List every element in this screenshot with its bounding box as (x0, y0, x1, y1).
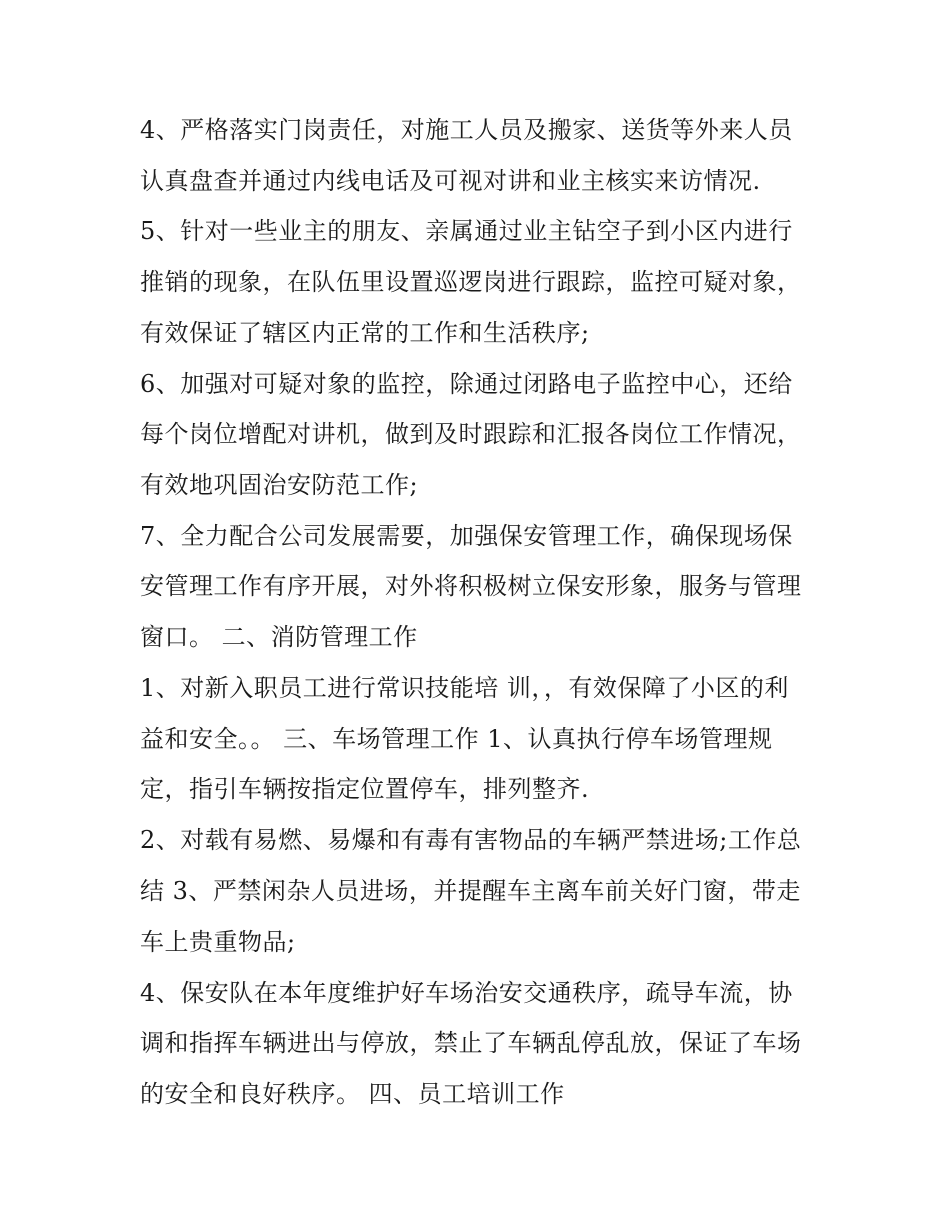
text-line: 调和指挥车辆进出与停放，禁止了车辆乱停乱放，保证了车场 (140, 1029, 802, 1057)
text-line: 车上贵重物品; (140, 928, 296, 956)
text-line: 4、保安队在本年度维护好车场治安交通秩序，疏导车流，协 (140, 979, 793, 1007)
text-line: 2、对载有易燃、易爆和有毒有害物品的车辆严禁进场;工作总 (140, 826, 802, 854)
text-line: 推销的现象，在队伍里设置巡逻岗进行跟踪，监控可疑对象， (140, 268, 802, 296)
text-line: 安管理工作有序开展，对外将积极树立保安形象，服务与管理 (140, 572, 802, 600)
text-line: 结 3、严禁闲杂人员进场，并提醒车主离车前关好门窗，带走 (140, 877, 801, 905)
text-line: 益和安全。。 三、车场管理工作 1、认真执行停车场管理规 (140, 725, 773, 753)
text-line: 有效保证了辖区内正常的工作和生活秩序; (140, 319, 590, 347)
text-line: 窗口。 二、消防管理工作 (140, 623, 418, 651)
text-line: 1、对新入职员工进行常识技能培 训，，有效保障了小区的利 (140, 674, 789, 702)
text-line: 有效地巩固治安防范工作; (140, 471, 419, 499)
text-line: 的安全和良好秩序。 四、员工培训工作 (140, 1080, 565, 1108)
text-line: 7、全力配合公司发展需要，加强保安管理工作，确保现场保 (140, 522, 793, 550)
text-line: 6、加强对可疑对象的监控，除通过闭路电子监控中心，还给 (140, 370, 793, 398)
text-line: 每个岗位增配对讲机，做到及时跟踪和汇报各岗位工作情况， (140, 420, 802, 448)
text-line: 定，指引车辆按指定位置停车，排列整齐. (140, 775, 590, 803)
text-line: 5、针对一些业主的朋友、亲属通过业主钻空子到小区内进行 (140, 217, 793, 245)
text-line: 认真盘查并通过内线电话及可视对讲和业主核实来访情况. (140, 167, 761, 195)
text-line: 4、严格落实门岗责任，对施工人员及搬家、送货等外来人员 (140, 116, 793, 144)
